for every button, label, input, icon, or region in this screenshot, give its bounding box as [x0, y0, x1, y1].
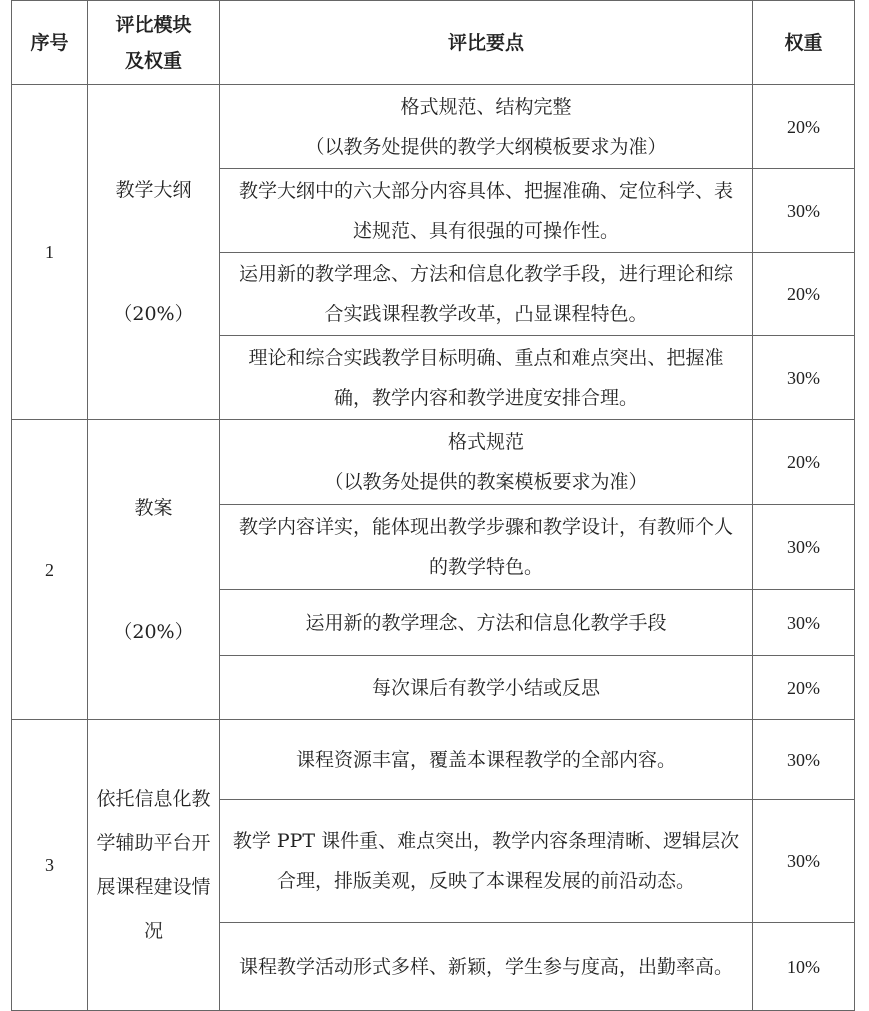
weight-3-3: 10% [753, 923, 855, 1011]
header-weight: 权重 [753, 1, 855, 85]
module-name-1: 教学大纲 [115, 179, 192, 201]
point-2-3: 运用新的教学理念、方法和信息化教学手段 [220, 590, 753, 656]
header-row [12, 1, 855, 85]
point-3-1: 课程资源丰富，覆盖本课程教学的全部内容。 [220, 720, 753, 800]
point-3-2: 教学 PPT 课件重、难点突出，教学内容条理清晰、逻辑层次合理，排版美观，反映了本课程发展的前沿动态。 [220, 800, 753, 923]
table-row [12, 720, 855, 800]
module-name-3: 依托信息化教学辅助平台开展课程建设情况 [96, 788, 211, 942]
module-weight-2: （20%） [113, 620, 194, 643]
header-module: 评比模块 及权重 [88, 1, 220, 85]
weight-3-2: 30% [753, 800, 855, 923]
point-2-2: 教学内容详实，能体现出教学步骤和教学设计，有教师个人的教学特色。 [220, 505, 753, 590]
header-index: 序号 [12, 1, 88, 85]
module-cell-3 [88, 720, 220, 1011]
weight-1-2: 30% [753, 169, 855, 253]
weight-2-4: 20% [753, 656, 855, 720]
point-1-1: 格式规范、结构完整 （以教务处提供的教学大纲模板要求为准） [220, 85, 753, 169]
point-2-1: 格式规范 （以教务处提供的教案模板要求为准） [220, 420, 753, 505]
weight-1-4: 30% [753, 336, 855, 420]
weight-2-1: 20% [753, 420, 855, 505]
module-name-2: 教案 [134, 496, 173, 519]
weight-3-1: 30% [753, 720, 855, 800]
group-index-3: 3 [12, 720, 88, 1011]
weight-2-3: 30% [753, 590, 855, 656]
group-index-2: 2 [12, 420, 88, 720]
table-row [12, 85, 855, 169]
module-cell-1 [88, 85, 220, 420]
point-1-3: 运用新的教学理念、方法和信息化教学手段，进行理论和综合实践课程教学改革，凸显课程特色。 [220, 253, 753, 336]
point-1-2: 教学大纲中的六大部分内容具体、把握准确、定位科学、表述规范、具有很强的可操作性。 [220, 169, 753, 253]
header-points: 评比要点 [220, 1, 753, 85]
point-1-4: 理论和综合实践教学目标明确、重点和难点突出、把握准确，教学内容和教学进度安排合理。 [220, 336, 753, 420]
point-3-3: 课程教学活动形式多样、新颖，学生参与度高，出勤率高。 [220, 923, 753, 1011]
group-index-1: 1 [12, 85, 88, 420]
table-row [12, 420, 855, 505]
evaluation-table [11, 0, 855, 1011]
point-2-4: 每次课后有教学小结或反思 [220, 656, 753, 720]
module-cell-2 [88, 420, 220, 720]
weight-1-1: 20% [753, 85, 855, 169]
weight-1-3: 20% [753, 253, 855, 336]
weight-2-2: 30% [753, 505, 855, 590]
module-weight-1: （20%） [113, 303, 194, 325]
